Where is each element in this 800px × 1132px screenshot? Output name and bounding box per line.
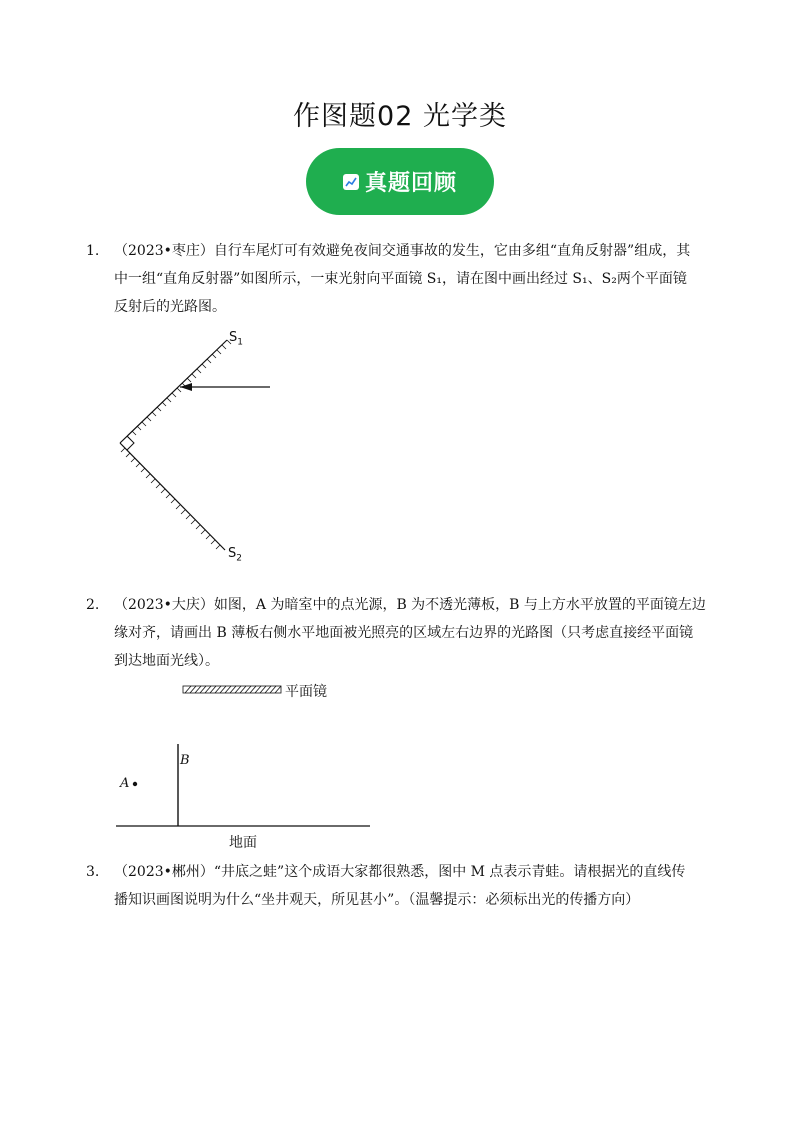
mirror-s2 [120,443,225,550]
plate-b-label: B [180,753,190,768]
question-number: 1. [86,243,100,259]
label-s1: $S_1$ [229,330,243,348]
question-text-line: 播知识画图说明为什么“坐井观天，所见甚小”。（温馨提示：必须标出光的传播方向） [114,892,640,908]
label-s2: $S_2$ [228,546,242,564]
question-text-line: 到达地面光线）。 [114,653,219,669]
right-angle-marker [127,436,134,450]
mirror-label: 平面镜 [285,684,327,700]
mirror-s1-hatching [127,340,231,440]
plane-mirror-hatching [185,686,281,693]
question-3 [86,858,718,914]
point-a-label: A [120,776,130,791]
question-text-line: （2023•郴州）“井底之蛙”这个成语大家都很熟悉，图中 M 点表示青蛙。请根据光的直线传 [114,864,686,880]
right-angle-reflector-figure [100,325,300,570]
question-text-line: 反射后的光路图。 [114,299,226,315]
section-badge [306,148,494,215]
chart-icon [343,174,359,190]
ground-label: 地面 [229,835,257,851]
mirror-s2-hatching [121,448,220,549]
point-light-source [133,782,137,786]
question-text-line: （2023•大庆）如图，A 为暗室中的点光源，B 为不透光薄板，B 与上方水平放置的平面镜左边 [114,597,706,613]
question-1 [86,237,718,321]
badge-label: 真题回顾 [364,171,457,196]
question-text-line: 缘对齐，请画出 B 薄板右侧水平地面被光照亮的区域左右边界的光路图（只考虑直接经平面镜 [114,625,694,641]
question-text-line: 中一组“直角反射器”如图所示，一束光射向平面镜 S₁，请在图中画出经过 S₁、S₂两个平面镜 [114,271,687,287]
question-2 [86,591,718,675]
question-number: 3. [86,864,100,880]
mirror-s1 [120,340,227,443]
question-text-line: （2023•枣庄）自行车尾灯可有效避免夜间交通事故的发生，它由多组“直角反射器”组成，其 [114,243,691,259]
dark-room-figure [110,680,380,830]
question-number: 2. [86,597,100,613]
page-title: 作图题02 光学类 [293,101,507,132]
